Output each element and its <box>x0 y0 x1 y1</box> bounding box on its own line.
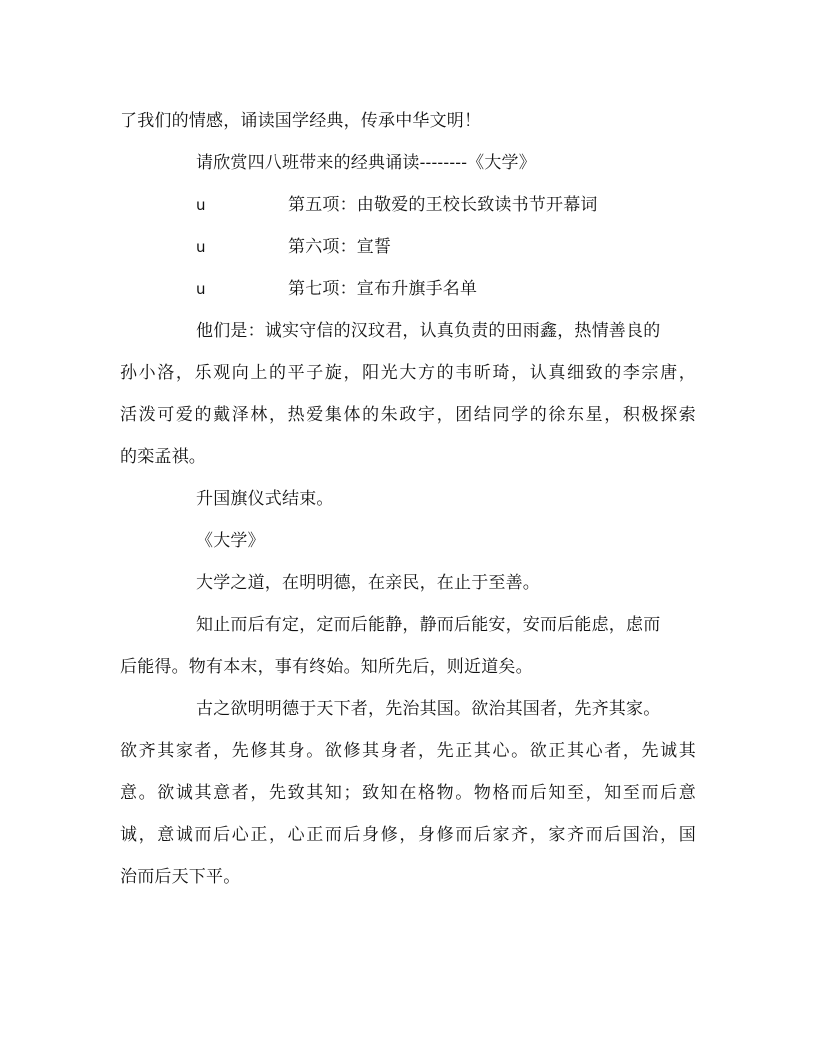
names-paragraph-line: 的栾孟祺。 <box>120 447 206 467</box>
daxue-paragraph-line: 意。欲诚其意者，先致其知；致知在格物。物格而后知至，知至而后意 <box>120 783 696 803</box>
daxue-paragraph-line: 欲齐其家者，先修其身。欲修其身者，先正其心。欲正其心者，先诚其 <box>120 741 696 761</box>
ceremony-end: 升国旗仪式结束。 <box>196 489 334 509</box>
daxue-paragraph-line: 古之欲明明德于天下者，先治其国。欲治其国者，先齐其家。 <box>196 699 661 719</box>
program-item-text: 第六项：宣誓 <box>288 237 392 257</box>
document-page <box>120 100 700 898</box>
program-item-text: 第五项：由敬爱的王校长致读书节开幕词 <box>288 195 598 215</box>
reading-intro: 请欣赏四八班带来的经典诵读--------《大学》 <box>196 153 536 173</box>
bullet-marker: u <box>196 238 206 256</box>
program-item <box>120 268 700 310</box>
names-paragraph-line: 孙小洛，乐观向上的平子旋，阳光大方的韦昕琦，认真细致的李宗唐， <box>120 363 696 383</box>
intro-line: 了我们的情感，诵读国学经典，传承中华文明！ <box>120 111 482 131</box>
program-item <box>120 226 700 268</box>
names-paragraph-line: 活泼可爱的戴泽林，热爱集体的朱政宇，团结同学的徐东星，积极探索 <box>120 405 696 425</box>
bullet-marker: u <box>196 196 206 214</box>
program-item-text: 第七项：宣布升旗手名单 <box>288 279 478 299</box>
daxue-paragraph-line: 治而后天下平。 <box>120 867 241 887</box>
names-paragraph-line: 他们是：诚实守信的汉玟君，认真负责的田雨鑫，热情善良的 <box>196 321 661 341</box>
daxue-paragraph-line: 知止而后有定，定而后能静，静而后能安，安而后能虑，虑而 <box>196 615 661 635</box>
daxue-paragraph-line: 后能得。物有本末，事有终始。知所先后，则近道矣。 <box>120 657 533 677</box>
daxue-paragraph-line: 大学之道，在明明德，在亲民，在止于至善。 <box>196 573 540 593</box>
daxue-paragraph-line: 诚，意诚而后心正，心正而后身修，身修而后家齐，家齐而后国治，国 <box>120 825 696 845</box>
program-item <box>120 184 700 226</box>
daxue-title: 《大学》 <box>196 531 265 551</box>
bullet-marker: u <box>196 280 206 298</box>
